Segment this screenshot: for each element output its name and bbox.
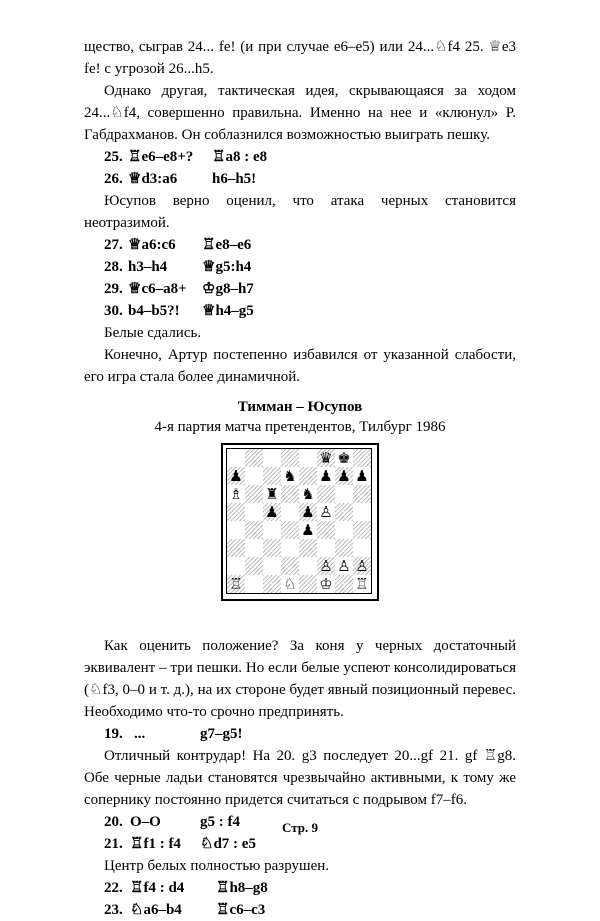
black-move: ♖e8–e6 <box>202 237 252 253</box>
move-line <box>104 168 516 190</box>
white-move: ♕a6:c6 <box>128 237 176 253</box>
board-square <box>245 467 263 485</box>
board-square <box>317 539 335 557</box>
board-square <box>227 539 245 557</box>
black-move: ♘d7 : e5 <box>200 836 256 852</box>
move-number: 19. <box>104 726 123 742</box>
board-square-piece: ♙ <box>317 557 335 575</box>
move-line <box>104 234 516 256</box>
board-square <box>353 539 371 557</box>
board-square <box>263 539 281 557</box>
board-square-piece: ♙ <box>335 557 353 575</box>
move-list <box>84 877 516 921</box>
chess-diagram <box>221 443 379 601</box>
paragraph: щество, сыграв 24... fe! (и при случае e6–e5) или 24...♘f4 25. ♕e3 fe! с угрозой 26...h5. <box>84 39 516 77</box>
white-move: ♘a6–b4 <box>130 902 182 918</box>
board-square <box>299 575 317 593</box>
board-square <box>263 467 281 485</box>
move-list <box>84 146 516 190</box>
board-square <box>335 575 353 593</box>
board-square-piece: ♔ <box>317 575 335 593</box>
board-square <box>227 449 245 467</box>
move-number: 23. <box>104 902 123 918</box>
board-square <box>227 503 245 521</box>
black-move: ♔g8–h7 <box>202 281 254 297</box>
paragraph: Центр белых полностью разрушен. <box>104 858 330 874</box>
board-square <box>299 467 317 485</box>
white-move: O–O <box>130 814 161 830</box>
board-square <box>281 557 299 575</box>
board-square <box>245 521 263 539</box>
board-square <box>335 521 353 539</box>
black-move: ♖h8–g8 <box>216 880 268 896</box>
move-line <box>104 899 516 921</box>
board-square <box>353 485 371 503</box>
move-number: 28. <box>104 259 123 275</box>
board-square-piece: ♜ <box>263 485 281 503</box>
move-number: 27. <box>104 237 123 253</box>
paragraph: Конечно, Артур постепенно избавился от указанной слабости, его игра стала более динамичной. <box>84 347 516 385</box>
board-square <box>281 449 299 467</box>
white-move: ♖f4 : d4 <box>130 880 185 896</box>
board-square <box>317 521 335 539</box>
move-line <box>104 833 516 855</box>
board-square-piece: ♟ <box>317 467 335 485</box>
board-square <box>245 539 263 557</box>
move-number: 20. <box>104 814 123 830</box>
paragraph: Юсупов верно оценил, что атака черных становится неотразимой. <box>84 193 516 231</box>
board-square <box>263 575 281 593</box>
board-square <box>245 449 263 467</box>
board-square-piece: ♖ <box>227 575 245 593</box>
white-move: ♖e6–e8+? <box>128 149 194 165</box>
paragraph: Однако другая, тактическая идея, скрывающаяся за ходом 24...♘f4, совершенно правильна. Именно на нее и «клюнул» Р. Габдрахманов. Он соблазнился возможностью выиграть пешку. <box>84 83 516 143</box>
paragraph: Отличный контрудар! На 20. g3 последует 20...gf 21. gf ♖g8. Обе черные ладьи становятся чрезвычайно активными, к тому же сопернику постоянно придется считаться с подрывом f7–f6. <box>84 748 516 808</box>
board-square-piece: ♗ <box>227 485 245 503</box>
white-move: ♕c6–a8+ <box>128 281 187 297</box>
move-number: 29. <box>104 281 123 297</box>
board-square-piece: ♟ <box>335 467 353 485</box>
move-number: 25. <box>104 149 123 165</box>
move-line <box>104 877 516 899</box>
board-square <box>227 521 245 539</box>
board-square-piece: ♙ <box>353 557 371 575</box>
board-square-piece: ♞ <box>281 467 299 485</box>
board-square <box>263 449 281 467</box>
board-square <box>245 557 263 575</box>
paragraph: Белые сдались. <box>104 325 202 341</box>
board-square <box>353 449 371 467</box>
move-line <box>104 723 516 745</box>
board-square <box>281 521 299 539</box>
board-square-piece: ♟ <box>227 467 245 485</box>
board-square <box>335 539 353 557</box>
paragraph: Как оценить положение? За коня у черных достаточный эквивалент – три пешки. Но если белые успеют консолидироваться (♘f3, 0–0 и т. д.), на их стороне будет явный позиционный перевес. Необходимо что-то срочно предпринять. <box>84 638 516 720</box>
board-square <box>245 485 263 503</box>
board-square-piece: ♞ <box>299 485 317 503</box>
move-line <box>104 278 516 300</box>
white-move: ♖f1 : f4 <box>130 836 181 852</box>
black-move: ♖a8 : e8 <box>212 149 268 165</box>
black-move: ♕g5:h4 <box>202 259 252 275</box>
move-line <box>104 146 516 168</box>
board-square <box>299 557 317 575</box>
page-body <box>84 36 516 921</box>
white-move: h3–h4 <box>128 259 168 275</box>
board-square-piece: ♟ <box>299 503 317 521</box>
board-square <box>317 485 335 503</box>
board-square <box>245 503 263 521</box>
page-number: Стр. 9 <box>282 820 318 835</box>
game-subtitle: 4-я партия матча претендентов, Тилбург 1986 <box>154 419 446 435</box>
board-square-piece: ♛ <box>317 449 335 467</box>
board-square-piece: ♚ <box>335 449 353 467</box>
move-list <box>84 723 516 745</box>
move-line <box>104 300 516 322</box>
board-square-piece: ♟ <box>299 521 317 539</box>
board-square <box>299 449 317 467</box>
black-move: ♖c6–c3 <box>216 902 266 918</box>
move-number: 30. <box>104 303 123 319</box>
white-move: b4–b5?! <box>128 303 180 319</box>
chess-board <box>226 448 372 594</box>
white-move: ... <box>134 726 146 742</box>
white-move: ♕d3:a6 <box>128 171 178 187</box>
board-square <box>281 485 299 503</box>
board-square-piece: ♟ <box>353 467 371 485</box>
board-square <box>353 521 371 539</box>
black-move: ♕h4–g5 <box>202 303 254 319</box>
black-move: g7–g5! <box>200 726 243 742</box>
game-header: Тимман – Юсупов <box>237 399 363 415</box>
black-move: h6–h5! <box>212 171 257 187</box>
move-list <box>84 234 516 322</box>
board-square <box>281 539 299 557</box>
board-square-piece: ♖ <box>353 575 371 593</box>
board-square <box>353 503 371 521</box>
board-square-piece: ♙ <box>317 503 335 521</box>
move-line <box>104 256 516 278</box>
black-move: g5 : f4 <box>200 814 240 830</box>
board-square <box>335 503 353 521</box>
board-square <box>335 485 353 503</box>
board-square-piece: ♟ <box>263 503 281 521</box>
move-number: 22. <box>104 880 123 896</box>
board-square <box>227 557 245 575</box>
board-square <box>245 575 263 593</box>
board-square <box>281 503 299 521</box>
board-square <box>263 557 281 575</box>
move-number: 21. <box>104 836 123 852</box>
board-square-piece: ♘ <box>281 575 299 593</box>
board-square <box>299 539 317 557</box>
board-square <box>263 521 281 539</box>
move-number: 26. <box>104 171 123 187</box>
